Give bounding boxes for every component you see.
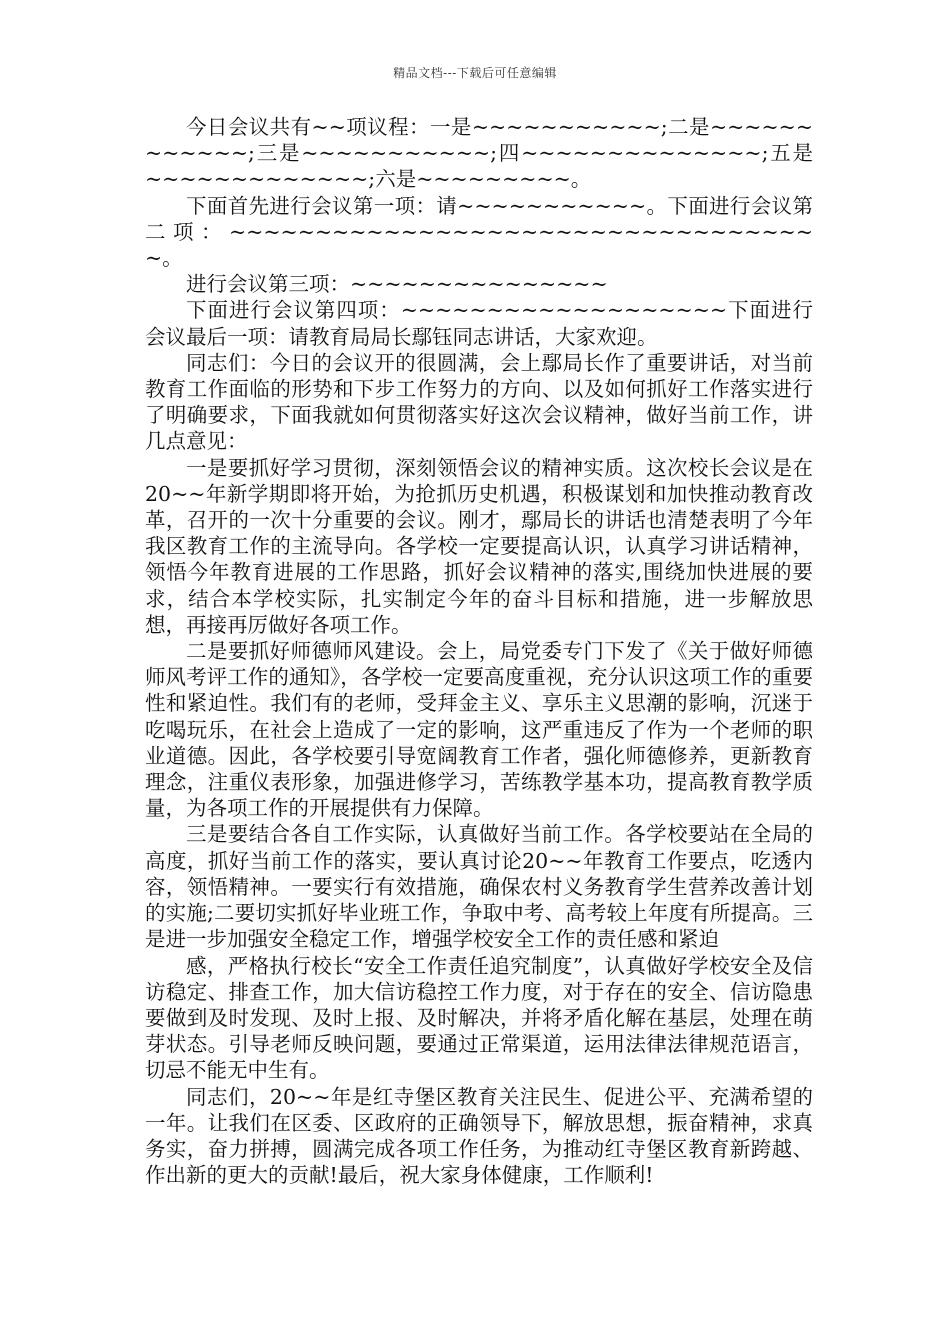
document-body [145, 114, 813, 1188]
paragraph-item-four-final: 下面进行会议第四项：~~~~~~~~~~~~~~~~~~~下面进行会议最后一项：请教育局局长鄢钰同志讲话，大家欢迎。 [145, 298, 813, 349]
paragraph-item-one-two: 下面首先进行会议第一项：请~~~~~~~~~~~。下面进行会议第二项：~~~~~~~~~~~~~~~~~~~~~~~~~~~~~~~~~~~。 [145, 193, 813, 271]
paragraph-agenda: 今日会议共有~~项议程：一是~~~~~~~~~~~;二是~~~~~~~~~~~~;三是~~~~~~~~~~~;四~~~~~~~~~~~~~~;五是~~~~~~~~~~~~~;六是~~~~~~~~~。 [145, 115, 813, 192]
page-header: 精品文档---下载后可任意编辑 [393, 66, 557, 80]
paragraph-point-three-continued: 感，严格执行校长“安全工作责任追究制度”，认真做好学校安全及信访稳定、排查工作，加大信访稳控工作力度，对于存在的安全、信访隐患要做到及时发现、及时上报、及时解决，并将矛盾化解在基层，处理在萌芽状态。引导老师反映问题，要通过正常渠道，运用法律法律规范语言，切忌不能无中生有。 [145, 953, 813, 1083]
paragraph-point-three: 三是要结合各自工作实际，认真做好当前工作。各学校要站在全局的高度，抓好当前工作的落实，要认真讨论20~~年教育工作要点，吃透内容，领悟精神。一要实行有效措施，确保农村义务教育学生营养改善计划的实施;二要切实抓好毕业班工作，争取中考、高考较上年度有所提高。三是进一步加强安全稳定工作，增强学校安全工作的责任感和紧迫 [145, 822, 813, 952]
paragraph-opening-remarks: 同志们：今日的会议开的很圆满，会上鄢局长作了重要讲话，对当前教育工作面临的形势和下步工作努力的方向、以及如何抓好工作落实进行了明确要求，下面我就如何贯彻落实好这次会议精神，做好当前工作，讲几点意见： [145, 350, 813, 454]
paragraph-point-one: 一是要抓好学习贯彻，深刻领悟会议的精神实质。这次校长会议是在20~~年新学期即将开始，为抢抓历史机遇，积极谋划和加快推动教育改革，召开的一次十分重要的会议。刚才，鄢局长的讲话也清楚表明了今年我区教育工作的主流导向。各学校一定要提高认识，认真学习讲话精神，领悟今年教育进展的工作思路，抓好会议精神的落实,围绕加快进展的要求，结合本学校实际，扎实制定今年的奋斗目标和措施，进一步解放思想，再接再厉做好各项工作。 [145, 455, 813, 637]
paragraph-point-two: 二是要抓好师德师风建设。会上，局党委专门下发了《关于做好师德师风考评工作的通知》，各学校一定要高度重视，充分认识这项工作的重要性和紧迫性。我们有的老师，受拜金主义、享乐主义思潮的影响，沉迷于吃喝玩乐，在社会上造成了一定的影响，这严重违反了作为一个老师的职业道德。因此，各学校要引导宽阔教育工作者，强化师德修养，更新教育理念，注重仪表形象，加强进修学习，苦练教学基本功，提高教育教学质量，为各项工作的开展提供有力保障。 [145, 639, 813, 821]
paragraph-item-three: 进行会议第三项：~~~~~~~~~~~~~~~ [186, 272, 608, 297]
paragraph-closing: 同志们，20~~年是红寺堡区教育关注民生、促进公平、充满希望的一年。让我们在区委、区政府的正确领导下，解放思想，振奋精神，求真务实，奋力拼搏，圆满完成各项工作任务，为推动红寺堡区教育新跨越、作出新的更大的贡献!最后，祝大家身体健康，工作顺利! [145, 1084, 813, 1188]
